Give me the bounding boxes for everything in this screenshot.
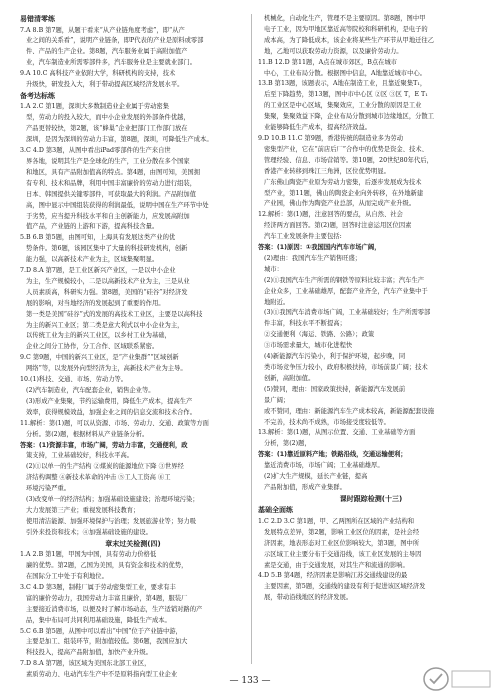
text-line: ③市场需求量大，城市化进程快 <box>264 342 353 350</box>
text-line: (2)①以单一的生产结构 ②煤炭的能源地位下降 ③世界经 <box>26 463 184 471</box>
text-line: 能力强，以高新技术产业为主，区域集聚明显。 <box>26 256 159 264</box>
text-line: (5)赞同，理由：国家政策扶持，新能源汽车发展前 <box>264 385 406 393</box>
text-line: 企业之间分工协作，分工合作、区域联系紧密。 <box>26 343 159 351</box>
text-line: 答案：(1)靠近原料产地；铁路沿线，交通运输便利； <box>258 451 407 459</box>
text-line: 界各地，说明其生产是全球化的生产，工业分散在多个国家 <box>26 157 190 165</box>
text-line: 效率，获得规模效益，加强企业之间的信息交流和技术合作。 <box>26 408 197 416</box>
text-line: 集聚，集聚效益下降，企业布局分散到城市边缘地区，分散工 <box>264 113 435 121</box>
text-line: 示区域工业主要分布于交通沿线，该工业区发展的主导因 <box>264 550 422 558</box>
text-line: 或不赞同，理由：新能源汽车生产成本较高，新能源配套设施 <box>264 407 435 415</box>
text-line: 廉的优势。第2题，乙国为美国，具有资金和技术的优势， <box>26 562 188 570</box>
text-line: 7.A 8.B 第7题，从题干看来“从产业链角度考虑”，即“从产 <box>20 26 185 34</box>
text-line: (2)理由：我国汽车生产销售旺盛； <box>264 254 362 262</box>
text-line: 为主，生产规模较小，二是以高新技术产业为主，三是从业 <box>26 277 190 285</box>
text-line: 答案：(1)原因：①我国国内汽车市场广阔， <box>258 244 381 252</box>
text-line: 日本、韩国提供关键零部件，可获取最大的利润。产品附加值 <box>26 190 197 198</box>
text-line: 分析，第(2)题， <box>264 440 311 448</box>
text-line: 业能够降低生产成本，提高经济效益。 <box>264 124 372 132</box>
text-line: 品，集中布局可共同利用基础设施，降低生产成本。 <box>26 616 171 624</box>
text-line: 3.C 4.D 第3题，制鞋厂属于劳动密集型工业，要求有丰 <box>20 583 176 591</box>
text-line: 9.C 第9题，中国的新兴工业区，是“产业集群”“区域创新 <box>20 354 179 362</box>
text-line: 13.解析：第(1)题，从图示位置、交通、工业基础等方面 <box>258 429 416 437</box>
text-line: 大力发展第三产业；重视发展科技教育； <box>26 506 140 514</box>
text-line: 5.B 6.B 第5题，由图可知，上海具有发展这类产业的优 <box>20 234 176 242</box>
text-line: 人员素质高，科研实力强。第8题，美国的“硅谷”对经济发 <box>26 288 188 296</box>
text-line: 主要因素，第5题，交通线的建设有利于促进该区域经济发 <box>264 583 426 591</box>
text-line: 景广阔； <box>264 396 290 404</box>
text-line: 业之间的关系看”，说明产业链条，即P代表的产业是原料或零部 <box>26 37 204 45</box>
text-line: 类市场竞争压力较小，政府积极扶持，市场前景广阔；技术 <box>264 364 428 371</box>
text-line: 主要接近消费市场，以便及时了解市场动态，生产适销对路的产 <box>26 605 203 613</box>
text-line: 经济两方面回答。第(2)题，回答时注意运用区位因素 <box>264 222 412 230</box>
section-heading: 易错清零练 <box>20 15 55 23</box>
text-line: 7.D 8.A 第7题，该区域为美国东北部工业区， <box>20 660 151 668</box>
text-line: 分析。第(2)题，根据材料从产业链条分析。 <box>26 430 149 438</box>
text-line: 1.A 2.B 第1题，甲国为中国，具有劳动力价格低 <box>20 551 157 559</box>
text-line: 科技投入，提高产品附加值，加快产业升级。 <box>26 649 152 657</box>
text-line: 5.C 6.B 第5题，从图中可以看出“中国”位于产业链中游， <box>20 627 182 635</box>
text-line: 电子工业，因为甲地区靠近高等院校和科研机构，是电子的 <box>264 25 428 33</box>
text-line: 3.C 4.D 第3题，从图中看出iPad零部件的生产来自世 <box>20 147 171 155</box>
text-line: ②交通便利（海运、铁路、公路）；政策 <box>264 331 375 339</box>
text-line: 地，乙地可以获取劳动力资源，以及廉价劳动力。 <box>264 47 403 55</box>
page-number: — 133 — <box>229 676 271 686</box>
text-line: 1.C 2.D 3.C 第1题，甲、乙两图所在区域的产业结构和 <box>258 517 415 525</box>
text-line: 势条件。第6题，该园区集中了大量的科技研发机构，创新 <box>26 245 188 253</box>
text-line: 升级快，研发投入大，利于带动提高区域经济发展水平。 <box>26 81 184 89</box>
text-line: 11.B 12.D 第11题，A点在城市郊区，B点在城市 <box>258 58 398 66</box>
column-divider <box>251 14 252 664</box>
text-line: (2)汽车制造业，汽车配套企业，销售企业等。 <box>26 387 155 394</box>
text-line: 企业众多，工业基础雄厚，配套产业齐全，汽车产业集中于 <box>264 287 428 295</box>
text-line: (3)①我国汽车消费市场广阔，工业基础较好；生产所需零部 <box>264 309 431 317</box>
text-line: 素是交通，由于交通发展，对其生产和流通的影响。 <box>264 561 409 569</box>
text-line: 有专利、技术和品牌，利用中国丰富廉价的劳动力进行组装， <box>26 179 197 187</box>
text-line: 第一类是美国“硅谷”式的发展的高技术工业区，主要是以高科技 <box>26 310 203 318</box>
text-line: 使用清洁能源、加强环境保护与治理；发展旅游业等；努力吸 <box>26 517 197 525</box>
text-line: 于劣势，应当提升科技水平和自主创新能力，应发展高附加 <box>26 212 190 220</box>
text-line: 型产业，第11题，佛山的陶瓷企业向外转移，在外地新建 <box>264 189 424 197</box>
text-line: 富的廉价劳动力，我国劳动力丰富且廉价，第4题，服装厂 <box>26 594 188 602</box>
section-heading: 章末过关检测(四) <box>105 539 161 548</box>
text-line: 10.(1)科技、交通、市场、劳动力等。 <box>20 376 128 384</box>
text-line: 和地区，具有产品附加值高的特点。第4题，由图可知，美国拥 <box>26 168 201 176</box>
text-line: 管理经验、信息、市场营销等。第10题，20世纪80年代后， <box>264 156 433 164</box>
text-line: 产品更替较快，第2题，该“蜂巢”企业把部门工作部门放在 <box>26 125 188 133</box>
text-line: 1.A 2.C 第1题，深圳大多数制造业企业属于劳动密集 <box>20 103 170 111</box>
text-line: 不完善，技术尚不成熟，市场接受度较低等。 <box>264 418 390 426</box>
text-line: (4)新能源汽车污染小，利于保护环境，起步晚，同 <box>264 353 406 361</box>
text-line: 产业园，佛山作为陶瓷产业总部，从而完成产业升级。 <box>264 200 416 208</box>
text-line: (3)改变单一的经济结构；加强基础设施建设；治理环境污染； <box>26 496 199 504</box>
text-line: 主要是加工、组装环节，附加值较低。第6题，我国应加大 <box>26 638 188 646</box>
text-line: 7.D 8.A 第7题，是工业区新兴产业区，一是以中小企业 <box>20 267 176 275</box>
text-line: 11.解析：第(1)题，可以从资源、市场、劳动力、交通、政策等方面 <box>20 419 209 427</box>
text-line: 创新，高附加值。 <box>264 374 315 382</box>
text-line: 地附近。 <box>264 298 290 306</box>
text-line: 济因素，地表形态对工业区位影响较大，第3题，图中所 <box>264 539 420 547</box>
text-line: (3)形成产业集聚，节约运输费用，降低生产成本，提高生产 <box>26 397 193 405</box>
text-line: 汽车工业发展条件主要包括: <box>264 233 342 241</box>
text-line: 香港产业转移到珠江三角洲，区位优势明显。 <box>264 167 390 175</box>
text-line: 以传统工业为主的新兴工业区，以乡村工业为基础， <box>26 332 171 340</box>
text-line: 高，图中显示中国组装获得的利润最低，说明中国在生产环节中处 <box>26 201 209 209</box>
text-line: 业，汽车制造业所需零部件多，汽车服务业是主要就业部门。 <box>26 59 197 67</box>
text-line: 型，劳动力的投入较大，而中小企业发展的外部条件优越， <box>26 114 190 122</box>
text-line: 机械化，自动化生产，管理不是主要原因。第8题，图中甲 <box>264 15 426 22</box>
text-line: 成本高，为了降低成本，该企业将某些生产环节从甲地迁往乙 <box>264 36 435 44</box>
text-line: 9.A 10.C 高科技产业依附大学，科研机构的支持，技术 <box>20 70 176 78</box>
text-line: 件丰富，科技水平不断提高； <box>264 320 346 328</box>
text-line: 引外来投资和技术；④加强基础设施的建设。 <box>26 528 152 536</box>
text-line: 发展特点差异，第2题，影响工业区位的因素，是社会经 <box>264 528 420 536</box>
text-line: 环境污染严重。 <box>26 485 71 493</box>
text-line: 网络”等，以发展外向型经济为主，高新技术产业为主导。 <box>26 365 187 373</box>
section-heading: 课时跟踪检测(十三) <box>339 494 403 503</box>
text-line: 素质劳动力、电动汽车生产中不是原料指向型工业企业 <box>26 671 178 679</box>
right-column <box>258 14 484 604</box>
text-line: 答案：(1)资源丰富，市场广阔，劳动力丰富，交通便利，政 <box>20 441 188 449</box>
text-line: 密集型产业，它在“前店后厂”合作中的优势是资金、技术、 <box>264 145 428 153</box>
text-line: 策支持，工业基础较好，科技水平高。 <box>26 452 134 460</box>
text-line: 中心，工业布局分散。根据图中信息，A地靠近城市中心。 <box>264 69 426 77</box>
text-line: 靠近消费市场，市场广阔；工业基础雄厚。 <box>264 462 384 470</box>
text-line: 展，带动沿线地区的经济发展。 <box>264 594 353 602</box>
watermark-logo <box>422 665 494 693</box>
text-line: 深圳，是因为深圳的劳动力丰富，第8题，深圳，可降低生产成本。 <box>26 136 213 144</box>
text-line: 为主的新兴工业区；第二类是意大利式以中小企业为主， <box>26 321 184 329</box>
section-heading: 备考达标练 <box>20 91 55 100</box>
text-line: 值产品，产业链的上游和下游，提高科技含量。 <box>26 223 159 231</box>
text-line: 9.D 10.B 11.C 第9题，香港传统的制造业多为劳动 <box>258 134 403 142</box>
text-line: (2)扩大生产规模，延长产业链，提高 <box>264 473 368 481</box>
text-line: 件、产品的生产企业。第8题，汽车服务业属于高附加值产 <box>26 48 188 56</box>
section-heading: 基础全面练 <box>258 506 293 515</box>
text-line: 城市： <box>264 265 283 273</box>
text-line: 广东佛山陶瓷产业原为劳动力密集，后逐步发展成为技术 <box>264 178 422 186</box>
text-line: 12.解析：第(1)题，注意回答的要点，从自然、社会 <box>258 211 403 219</box>
text-line: 产品附加值，形成产业集群。 <box>264 483 346 491</box>
text-line: 4.D 5.B 第4题，经济因素是影响江苏交通线建设的最 <box>258 572 408 580</box>
text-line: (2)①我国汽车生产所需的钢铁等原料比较丰富；汽车生产 <box>264 276 425 284</box>
text-line: 的工业区是中心区域，集聚效应，工业分散的原因是工业 <box>264 102 422 110</box>
text-line: 13.B 第13题，该题表示，A地在制造工业，且靠近聚集T₁， <box>258 80 427 88</box>
text-line: 在国际分工中处于有利地位。 <box>26 573 108 580</box>
left-column <box>20 14 246 681</box>
text-line: 济结构调整 ④新技术革命的冲击 ⑤工人工资高 ⑥工 <box>26 474 171 482</box>
text-line: 后至下降趋势，第13题，图中市中心区 ②区 ③区 T，E T₁ <box>264 91 428 99</box>
text-line: 展的影响，对当地经济的发展起到了重要的作用。 <box>26 299 165 307</box>
